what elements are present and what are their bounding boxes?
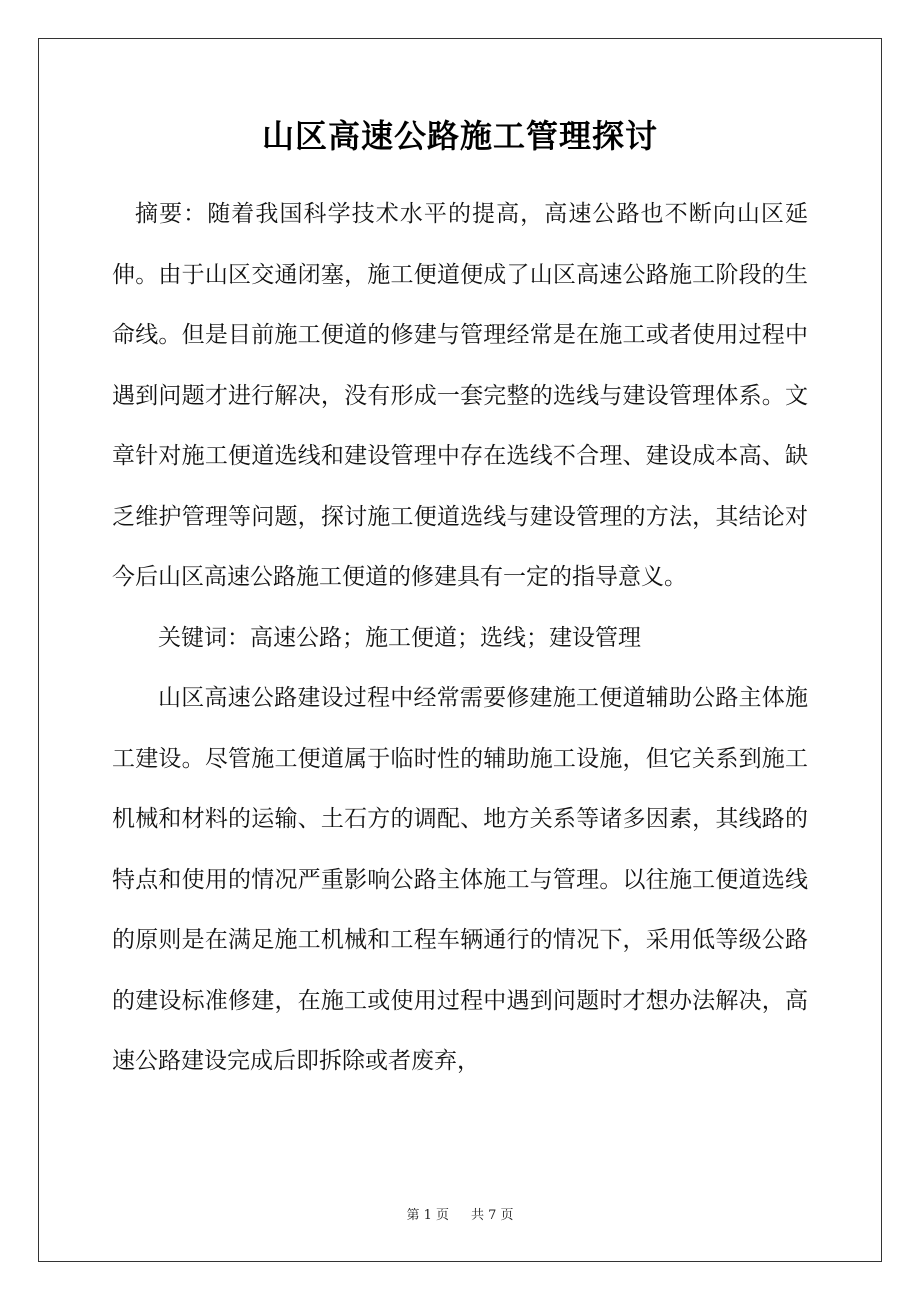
abstract-paragraph: 摘要：随着我国科学技术水平的提高，高速公路也不断向山区延伸。由于山区交通闭塞，施工便道便成了山区高速公路施工阶段的生命线。但是目前施工便道的修建与管理经常是在施工或者使用过程中遇到问题才进行解决，没有形成一套完整的选线与建设管理体系。文章针对施工便道选线和建设管理中存在选线不合理、建设成本高、缺乏维护管理等问题，探讨施工便道选线与建设管理的方法，其结论对今后山区高速公路施工便道的修建具有一定的指导意义。 <box>112 201 808 590</box>
page-footer <box>38 1206 882 1226</box>
document-body <box>112 184 808 1092</box>
page-number: 第 1 页 <box>406 1208 449 1223</box>
document-title: 山区高速公路施工管理探讨 <box>261 117 658 155</box>
page-total: 共 7 页 <box>471 1208 514 1223</box>
keywords-paragraph: 关键词：高速公路；施工便道；选线；建设管理 <box>158 624 641 651</box>
body-paragraph: 山区高速公路建设过程中经常需要修建施工便道辅助公路主体施工建设。尽管施工便道属于临时性的辅助施工设施，但它关系到施工机械和材料的运输、土石方的调配、地方关系等诸多因素，其线路的特点和使用的情况严重影响公路主体施工与管理。以往施工便道选线的原则是在满足施工机械和工程车辆通行的情况下，采用低等级公路的建设标准修建，在施工或使用过程中遇到问题时才想办法解决，高速公路建设完成后即拆除或者废弃， <box>112 685 808 1074</box>
